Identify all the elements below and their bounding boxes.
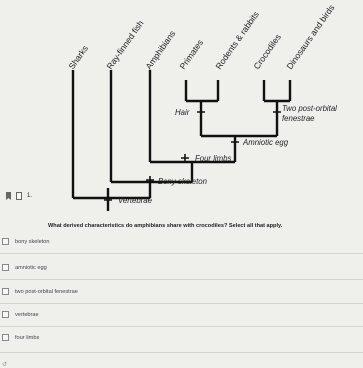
divider bbox=[0, 253, 363, 254]
divider bbox=[0, 326, 363, 327]
trait-four-limbs: Four limbs bbox=[195, 154, 232, 163]
choice-label: bony skeleton bbox=[15, 238, 50, 245]
choice-vertebrae[interactable] bbox=[2, 311, 39, 318]
choice-label: four limbs bbox=[15, 334, 40, 341]
undo-icon[interactable]: ↺ bbox=[2, 362, 8, 368]
trait-orbital-line1: Two post-orbital bbox=[282, 104, 337, 113]
question-number: 1. bbox=[27, 193, 33, 199]
choice-four-limbs[interactable] bbox=[2, 334, 39, 341]
taxon-dinosaurs-birds: Dinosaurs and birds bbox=[284, 2, 337, 72]
question-text: What derived characteristics do amphibians share with crocodiles? Select all that apply. bbox=[48, 223, 283, 229]
trait-vertebrae: Vertebrae bbox=[118, 196, 152, 205]
divider bbox=[0, 303, 363, 304]
trait-bony-skeleton: Bony skeleton bbox=[158, 177, 207, 186]
checkbox[interactable] bbox=[2, 264, 9, 271]
checkbox[interactable] bbox=[2, 238, 9, 245]
choice-bony-skeleton[interactable] bbox=[2, 238, 50, 245]
checkbox[interactable] bbox=[2, 288, 9, 295]
divider bbox=[0, 352, 363, 353]
choice-label: vertebrae bbox=[15, 311, 39, 318]
taxon-sharks: Sharks bbox=[66, 43, 90, 72]
question-header bbox=[6, 192, 32, 200]
trait-orbital-line2: fenestrae bbox=[282, 114, 315, 123]
checkbox[interactable] bbox=[2, 334, 9, 341]
trait-ticks bbox=[104, 108, 281, 204]
taxon-crocodiles: Crocodiles bbox=[251, 32, 283, 72]
taxon-rodents-rabbits: Rodents & rabbits bbox=[213, 9, 261, 72]
checkbox[interactable] bbox=[2, 311, 9, 318]
flag-icon[interactable] bbox=[16, 192, 22, 200]
taxon-primates: Primates bbox=[177, 37, 206, 72]
taxon-ray-finned-fish: Ray-finned fish bbox=[104, 18, 146, 72]
choice-two-post-orbital-fenestrae[interactable] bbox=[2, 288, 78, 295]
choice-amniotic-egg[interactable] bbox=[2, 264, 47, 271]
trait-amniotic-egg: Amniotic egg bbox=[243, 138, 289, 147]
choice-label: amniotic egg bbox=[15, 264, 47, 271]
choice-label: two post-orbital fenestrae bbox=[15, 288, 78, 295]
trait-hair: Hair bbox=[175, 108, 190, 117]
divider bbox=[0, 279, 363, 280]
taxon-amphibians: Amphibians bbox=[143, 28, 178, 72]
bookmark-icon[interactable] bbox=[6, 192, 11, 200]
